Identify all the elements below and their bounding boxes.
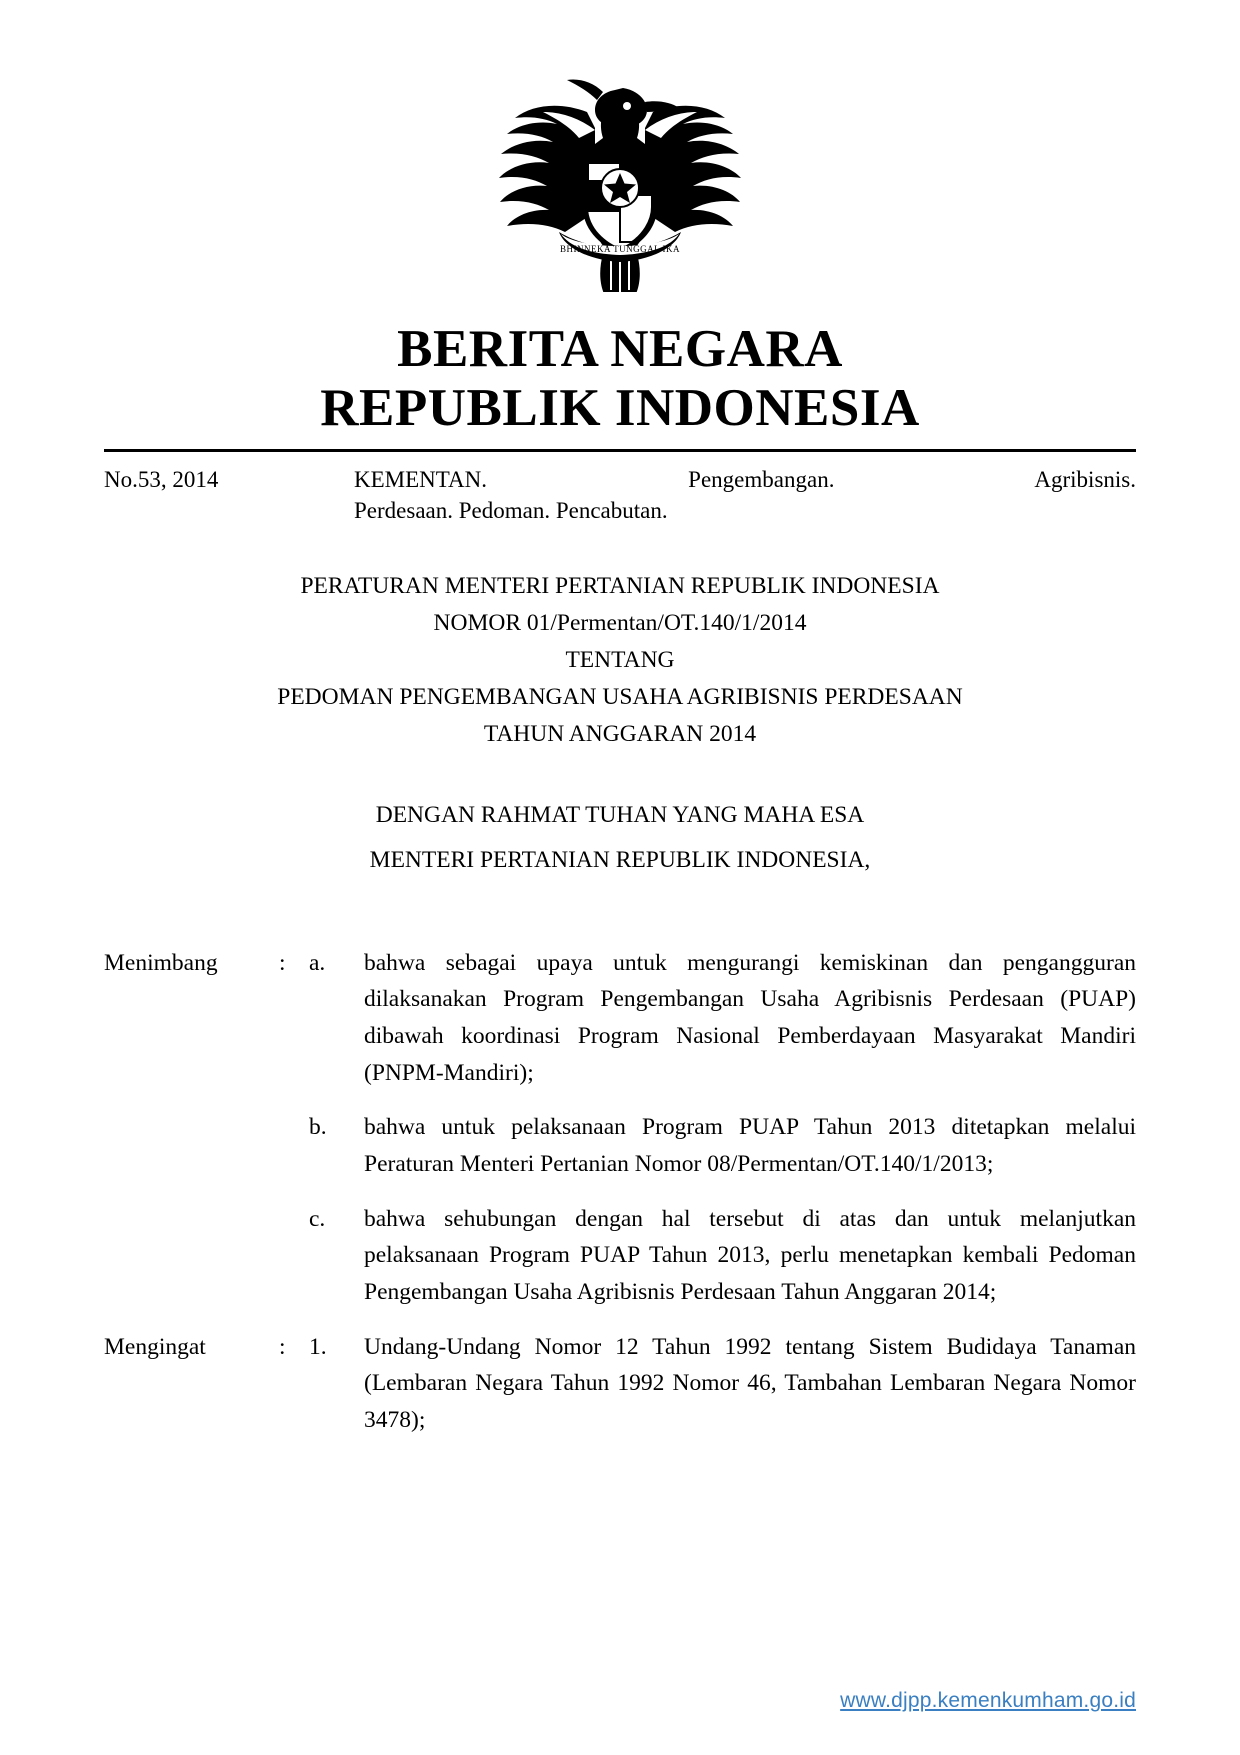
spacer <box>104 1187 1136 1201</box>
masthead <box>0 320 1240 439</box>
considering-section <box>104 945 1136 1311</box>
regulation-title <box>104 568 1136 754</box>
decree-line-1: DENGAN RAHMAT TUHAN YANG MAHA ESA <box>375 802 865 829</box>
title-line-3: TENTANG <box>565 647 675 674</box>
title-line-4: PEDOMAN PENGEMBANGAN USAHA AGRIBISNIS PERDESAAN <box>277 684 963 711</box>
remembering-label: Mengingat <box>104 1333 206 1360</box>
decree-heading <box>104 793 1136 882</box>
considering-text-c: bahwa sehubungan dengan hal tersebut di atas dan untuk melanjutkan pelaksanaan Program PUAP Tahun 2013, perlu menetapkan kembali Pedoman Pengembangan Usaha Agribisnis Perdesaan Tahun Anggaran 2014; <box>364 1205 1136 1305</box>
considering-label: Menimbang <box>104 949 218 976</box>
remembering-section <box>104 1329 1136 1439</box>
subject-keywords <box>354 464 1136 526</box>
header-meta <box>104 464 1136 526</box>
emblem-container <box>0 72 1240 292</box>
masthead-divider <box>104 449 1136 452</box>
remembering-item-1 <box>104 1329 1136 1439</box>
document-body <box>104 945 1136 1439</box>
subject-line-2: Perdesaan. Pedoman. Pencabutan. <box>354 497 668 523</box>
considering-item-c <box>104 1201 1136 1311</box>
considering-marker-b: b. <box>309 1114 327 1141</box>
considering-item-a <box>104 945 1136 1092</box>
title-line-5: TAHUN ANGGARAN 2014 <box>483 721 757 748</box>
considering-text-b: bahwa untuk pelaksanaan Program PUAP Tahun 2013 ditetapkan melalui Peraturan Menteri Pertanian Nomor 08/Permentan/OT.140/1/2013; <box>364 1114 1136 1177</box>
svg-text:BHINNEKA TUNGGAL IKA: BHINNEKA TUNGGAL IKA <box>560 244 680 254</box>
footer-source-url[interactable]: www.djpp.kemenkumham.go.id <box>840 1689 1136 1712</box>
masthead-line-2: REPUBLIK INDONESIA <box>320 379 920 438</box>
considering-text-a: bahwa sebagai upaya untuk mengurangi kemiskinan dan pengangguran dilaksanakan Program Pengembangan Usaha Agribisnis Perdesaan (PUAP) dibawah koordinasi Program Nasional Pemberdayaan Masyarakat Mandiri (PNPM-Mandiri); <box>364 949 1136 1086</box>
considering-item-b <box>104 1109 1136 1182</box>
decree-line-2: MENTERI PERTANIAN REPUBLIK INDONESIA, <box>369 847 871 874</box>
considering-marker-c: c. <box>309 1205 326 1232</box>
title-line-2: NOMOR 01/Permentan/OT.140/1/2014 <box>433 609 807 636</box>
considering-colon: : <box>279 949 286 976</box>
remembering-colon: : <box>279 1333 286 1360</box>
subject-line-1: KEMENTAN. Pengembangan. Agribisnis. <box>354 466 1136 492</box>
title-line-1: PERATURAN MENTERI PERTANIAN REPUBLIK INDONESIA <box>300 572 940 599</box>
spacer <box>104 1095 1136 1109</box>
masthead-line-1: BERITA NEGARA <box>397 320 843 378</box>
garuda-pancasila-emblem <box>475 72 765 297</box>
remembering-marker-1: 1. <box>309 1333 327 1360</box>
remembering-text-1: Undang-Undang Nomor 12 Tahun 1992 tentang Sistem Budidaya Tanaman (Lembaran Negara Tahun 1992 Nomor 46, Tambahan Lembaran Negara Nomor 3478); <box>364 1333 1136 1433</box>
gazette-number: No.53, 2014 <box>104 466 219 492</box>
considering-marker-a: a. <box>309 949 326 976</box>
